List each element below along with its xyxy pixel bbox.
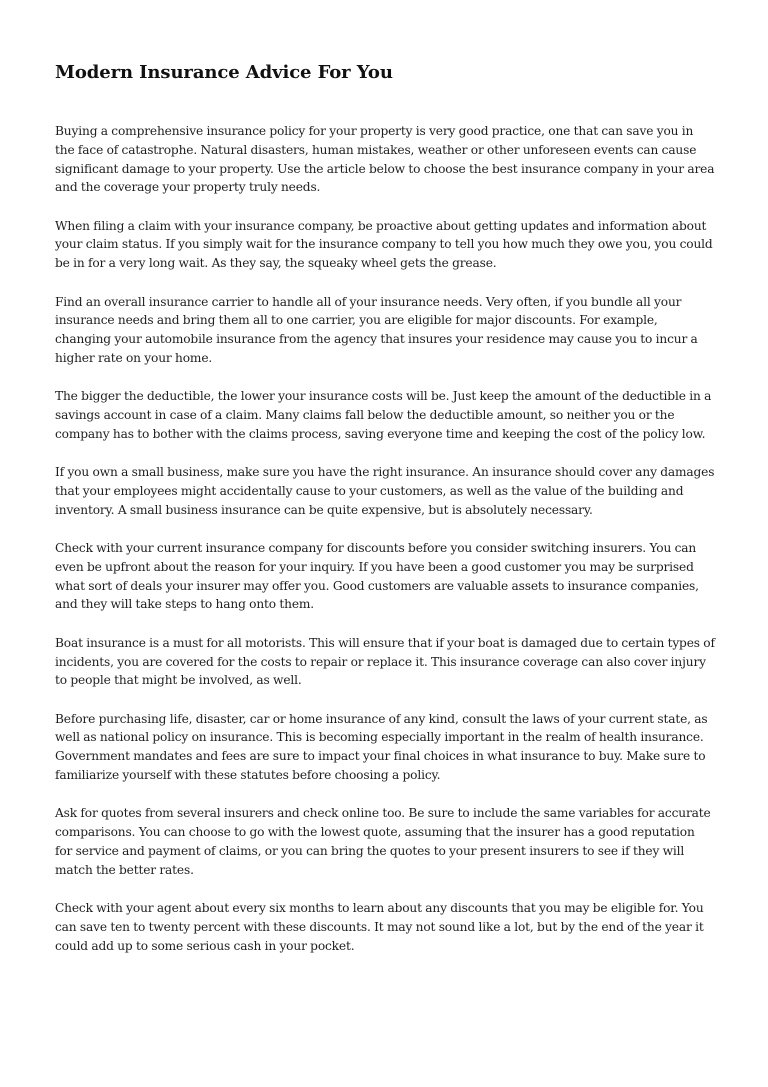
paragraph-boat-insurance: Boat insurance is a must for all motorists. This will ensure that if your boat is damaged due to certain types of incidents, you are covered for the costs to repair or replace it. This insurance coverage can also cover injury to people that might be involved, as well. — [55, 635, 715, 688]
paragraph-buying-policy: Buying a comprehensive insurance policy for your property is very good practice, one that can save you in the face of catastrophe. Natural disasters, human mistakes, weather or other unforeseen events can cause significant damage to your property. Use the article below to choose the best insurance company in your area and the coverage your property truly needs. — [55, 124, 715, 195]
page-title: Modern Insurance Advice For You — [55, 62, 393, 83]
paragraph-small-business: If you own a small business, make sure you have the right insurance. An insurance should cover any damages that your employees might accidentally cause to your customers, as well as the value of the building and inventory. A small business insurance can be quite expensive, but is absolutely necessary. — [55, 465, 715, 517]
paragraph-deductible: The bigger the deductible, the lower your insurance costs will be. Just keep the amount of the deductible in a savings account in case of a claim. Many claims fall below the deductible amount, so neither you or the company has to bother with the claims process, saving everyone time and keeping the cost of the policy low. — [55, 389, 712, 441]
document-page — [55, 60, 715, 975]
paragraph-laws-policy: Before purchasing life, disaster, car or home insurance of any kind, consult the laws of your current state, as well as national policy on insurance. This is becoming especially important in the realm of health insurance. Government mandates and fees are sure to impact your final choices in what insurance to buy. Make sure to familiarize yourself with these statutes before choosing a policy. — [55, 711, 708, 783]
paragraph-filing-claim: When filing a claim with your insurance company, be proactive about getting updates and information about your claim status. If you simply wait for the insurance company to tell you how much they owe you, you could be in for a very long wait. As they say, the squeaky wheel gets the grease. — [55, 218, 713, 271]
paragraph-overall-carrier: Find an overall insurance carrier to handle all of your insurance needs. Very often, if you bundle all your insurance needs and bring them all to one carrier, you are eligible for major discounts. For example, changing your automobile insurance from the agency that insures your residence may cause you to incur a higher rate on your home. — [55, 294, 698, 365]
paragraph-agent-discounts: Check with your agent about every six months to learn about any discounts that you may be eligible for. You can save ten to twenty percent with these discounts. It may not sound like a lot, but by the end of the year it could add up to some serious cash in your pocket. — [55, 901, 704, 953]
paragraph-quotes: Ask for quotes from several insurers and check online too. Be sure to include the same variables for accurate comparisons. You can choose to go with the lowest quote, assuming that the insurer has a good reputation for service and payment of claims, or you can bring the quotes to your present insurers to see if they will match the better rates. — [55, 806, 711, 877]
paragraph-discounts-switching: Check with your current insurance company for discounts before you consider switching insurers. You can even be upfront about the reason for your inquiry. If you have been a good customer you may be surprised what sort of deals your insurer may offer you. Good customers are valuable assets to insurance companies, and they will take steps to hang onto them. — [55, 541, 699, 612]
